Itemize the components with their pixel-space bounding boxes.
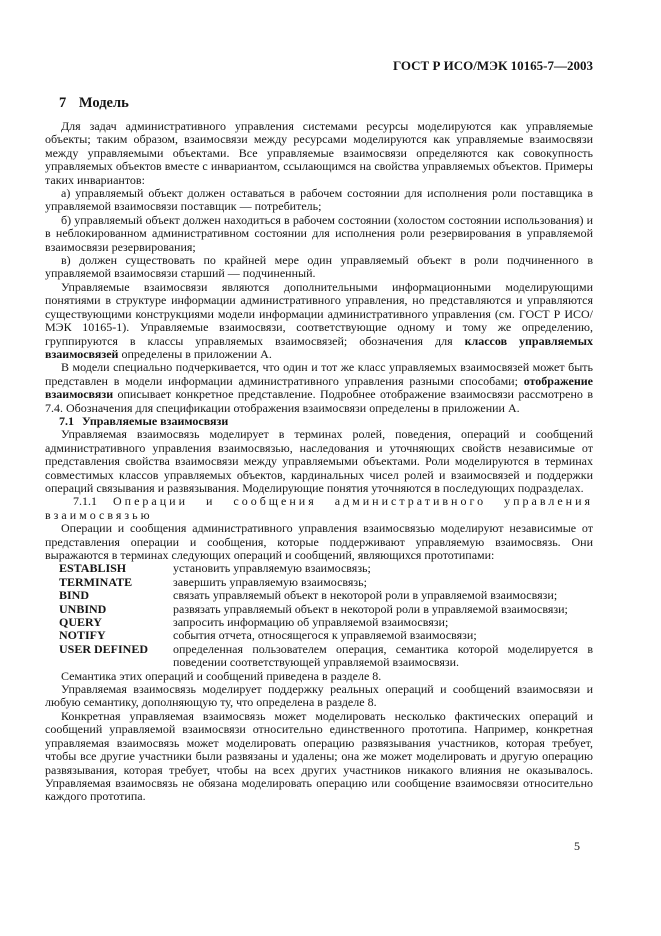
p3-bold-phrase: отображение взаимосвязи xyxy=(45,373,593,402)
doc-code-header: ГОСТ Р ИСО/МЭК 10165-7—2003 xyxy=(392,58,593,73)
paragraph-intro: Для задач административного управления системами ресурсы моделируются как управляемые объекты; таким образом, взаимосвязи между ресурсами моделируются как управляемые взаимосвязи между управляемыми объектами. Все управляемые взаимосвязи определяются как совокупность управляемых объектов вместе с инвариантом, ссылающимся на свойства управляемых объектов. Примеры таких инвариантов: xyxy=(45,119,593,187)
section-7-heading xyxy=(59,95,593,111)
operation-term: BIND xyxy=(59,588,90,603)
operation-definition: связать управляемый объект в некоторой роли в управляемой взаимосвязи; xyxy=(173,588,558,603)
page-number: 5 xyxy=(574,839,580,853)
operation-row xyxy=(59,562,593,575)
section-7-1-1-number: 7.1.1 xyxy=(73,494,97,509)
operation-row xyxy=(59,629,593,642)
operation-definition: завершить управляемую взаимосвязь; xyxy=(173,574,367,589)
operation-row xyxy=(59,643,593,670)
operation-term: NOTIFY xyxy=(59,628,106,643)
p3-text-pre: В модели специально подчеркивается, что один и тот же класс управляемых взаимосвязей может быть представлен в модели информации административного управления разными способами; xyxy=(45,360,593,388)
operation-term: TERMINATE xyxy=(59,574,133,589)
operation-term: UNBIND xyxy=(59,601,107,616)
section-7-number: 7 xyxy=(59,95,67,111)
paragraph-support: Управляемая взаимосвязь моделирует поддержку реальных операций и сообщений взаимосвязи и любую семантику, дополняющую ту, что определена в разделе 8. xyxy=(45,682,593,710)
paragraph-semantics: Семантика этих операций и сообщений приведена в разделе 8. xyxy=(61,668,382,683)
list-item-a: а) управляемый объект должен оставаться в рабочем состоянии для исполнения роли поставщика в управляемой взаимосвязи поставщик — потребитель; xyxy=(45,186,593,214)
paragraph-concrete-relationship: Конкретная управляемая взаимосвязь может моделировать несколько фактических операций и сообщений управляемой взаимосвязи относительно единственного прототипа. Например, конкретная управляемая взаимосвязь может моделировать операцию развязывания участников, которая требует, чтобы все другие участники были развязаны и удалены; она же может моделировать и другую операцию развязывания, которая требует, чтобы на всех других участников никакого влияния не оказывалось. Управляемая взаимосвязь не обязана моделировать операцию или сообщение взаимосвязи относительно каждого прототипа. xyxy=(45,708,593,804)
operation-row xyxy=(59,616,593,629)
operation-term: USER DEFINED xyxy=(59,641,149,656)
operation-definition: события отчета, относящегося к управляемой взаимосвязи; xyxy=(173,628,477,643)
operations-list xyxy=(59,562,593,669)
p3-text-post: описывает конкретное представление. Подробнее отображение взаимосвязи рассмотрено в 7.4. Обозначения для спецификации отображения взаимосвязи определены в приложении А. xyxy=(45,387,593,415)
operation-term: QUERY xyxy=(59,615,102,630)
operation-definition: установить управляемую взаимосвязь; xyxy=(173,561,371,576)
operation-row xyxy=(59,576,593,589)
list-item-v: в) должен существовать по крайней мере один управляемый объект в роли подчиненного в управляемой взаимосвязи старший — подчиненный. xyxy=(45,253,593,281)
operation-definition: запросить информацию об управляемой взаимосвязи; xyxy=(173,615,449,630)
paragraph-model-representation xyxy=(45,361,593,415)
section-7-title: Модель xyxy=(78,95,129,111)
paragraph-operations-intro: Операции и сообщения административного управления взаимосвязью моделируют независимые от представления операции и сообщения, которые поддерживают управляемую взаимосвязь. Они выражаются в терминах следующих операций и сообщений, являющихся прототипами: xyxy=(45,521,593,562)
list-item-b: б) управляемый объект должен находиться в рабочем состоянии (холостом состоянии использования) и в неблокированном административном состоянии для исполнения роли резервирования в управляемой взаимосвязи резервирования; xyxy=(45,212,593,254)
paragraph-roles-modeling: Управляемая взаимосвязь моделирует в терминах ролей, поведения, операций и сообщений административного управления взаимосвязью, наследования и уточняющих свойств независимые от представления свойства взаимосвязи между управляемыми объектами. Роли моделируются в терминах совместимых классов управляемых объектов, кардинальных чисел ролей и взаимосвязей и поддержки операций связывания и развязывания. Моделирующие понятия уточняются в последующих подразделах. xyxy=(45,427,593,495)
operation-row xyxy=(59,603,593,616)
operation-row xyxy=(59,589,593,602)
p2-text-pre: Управляемые взаимосвязи являются дополнительными информационными моделирующими понятиями в структуре информации административного управления, но представляются и управляются существующими конструкциями модели информации административного управления (см. ГОСТ Р ИСО/МЭК 10165-1). Управляемые взаимосвязи, соответствующие одному и тому же определению, группируются в классы управляемых взаимосвязей; обозначения для xyxy=(45,279,593,348)
operation-term: ESTABLISH xyxy=(59,561,127,576)
p2-text-post: определены в приложении А. xyxy=(118,346,272,361)
p2-bold-phrase: классов управляемых взаимосвязей xyxy=(45,333,594,361)
section-7-1-1-title: Операции и сообщения административного управления взаимосвязью xyxy=(45,494,594,522)
section-7-1-title: Управляемые взаимосвязи xyxy=(82,413,229,428)
operation-definition: определенная пользователем операция, семантика которой моделируется в поведении соответствующей управляемой взаимосвязи. xyxy=(173,641,593,670)
section-7-1-number: 7.1 xyxy=(59,413,74,428)
section-7-1-1-heading xyxy=(45,495,593,522)
operation-definition: развязать управляемый объект в некоторой роли в управляемой взаимосвязи; xyxy=(173,601,568,616)
section-7-1-heading xyxy=(59,415,593,428)
paragraph-managed-relationships xyxy=(45,281,593,361)
